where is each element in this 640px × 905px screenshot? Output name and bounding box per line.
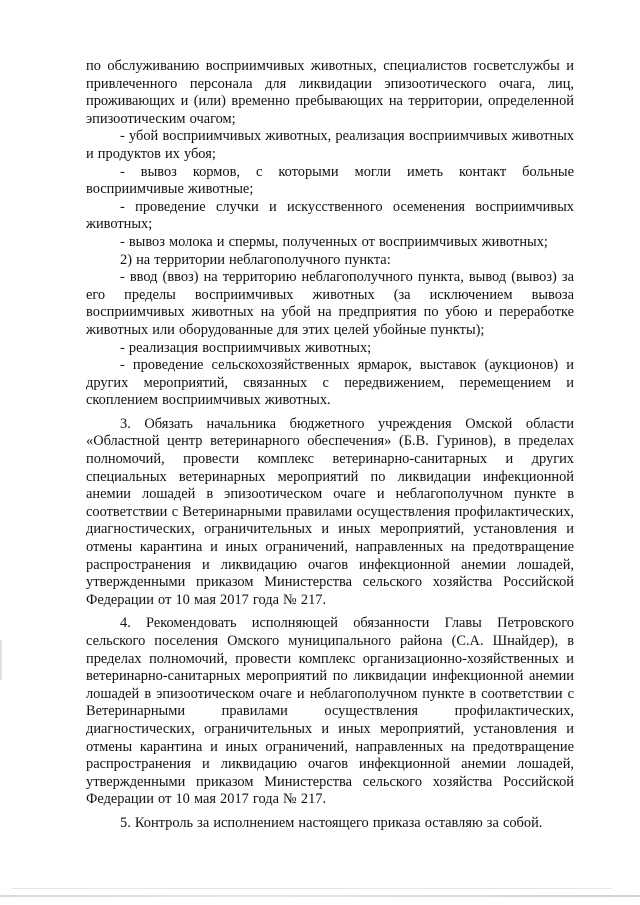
list-item-sale: - реализация восприимчивых животных; [120, 339, 372, 356]
list-item-breeding: - проведение случки и искусственного осеменения восприимчивых животных; [86, 198, 574, 233]
list-item-animal-movement: - ввод (ввоз) на территорию неблагополучного пункта, вывод (вывоз) за его пределы восприимчивых животных (за исключением вывоза восприимчивых животных на убой на предприятия по убою и переработке животных или оборудованные для этих целей убойные пункты); [86, 269, 574, 338]
clause-3: 3. Обязать начальника бюджетного учреждения Омской области «Областной центр ветеринарного обеспечения» (Б.В. Гуринов), в пределах полномочий, провести комплекс ветеринарно-санитарных и других специальных ветеринарных мероприятий по ликвидации инфекционной анемии лошадей в эпизоотическом очаге и неблагополучном пункте в соответствии с Ветеринарными правилами осуществления профилактических, диагностических, ограничительных и иных мероприятий, установления и отмены карантина и иных ограничений, направленных на предотвращение распространения и ликвидацию очагов инфекционной анемии лошадей, утвержденными приказом Министерства сельского хозяйства Российской Федерации от 10 мая 2017 года № 217. [86, 415, 574, 608]
clause-5: 5. Контроль за исполнением настоящего приказа оставляю за собой. [120, 814, 543, 831]
scan-bottom-line [12, 888, 612, 889]
list-item-milk-export: - вывоз молока и спермы, полученных от восприимчивых животных; [120, 233, 548, 250]
clause-4: 4. Рекомендовать исполняющей обязанности Главы Петровского сельского поселения Омского муниципального района (С.А. Шнайдер), в пределах полномочий, провести комплекс организационно-хозяйственных и ветеринарно-санитарных мероприятий по ликвидации инфекционной анемии лошадей в эпизоотическом очаге и неблагополучном пункте в соответствии с Ветеринарными правилами осуществления профилактических, диагностических, ограничительных и иных мероприятий, установления и отмены карантина и иных ограничений, направленных на предотвращение распространения и ликвидацию очагов инфекционной анемии лошадей, утвержденными приказом Министерства сельского хозяйства Российской Федерации от 10 мая 2017 года № 217. [86, 615, 574, 808]
list-item-fairs: - проведение сельскохозяйственных ярмарок, выставок (аукционов) и других мероприятий, связанных с передвижением, перемещением и скоплением восприимчивых животных. [86, 357, 574, 409]
paragraph-continuation: по обслуживанию восприимчивых животных, специалистов госветслужбы и привлеченного персонала для ликвидации эпизоотического очага, лиц, проживающих и (или) временно пребывающих на территории, определенной эпизоотическим очагом; [86, 58, 574, 127]
list-item-slaughter: - убой восприимчивых животных, реализация восприимчивых животных и продуктов их убоя; [86, 128, 574, 162]
document-page [86, 58, 574, 833]
scan-bottom-edge [0, 895, 640, 897]
list-item-feed-export: - вывоз кормов, с которыми могли иметь контакт больные восприимчивые животные; [86, 163, 574, 198]
section-heading-unfavorable-point: 2) на территории неблагополучного пункта: [120, 251, 391, 268]
scan-edge-mark [0, 640, 2, 680]
